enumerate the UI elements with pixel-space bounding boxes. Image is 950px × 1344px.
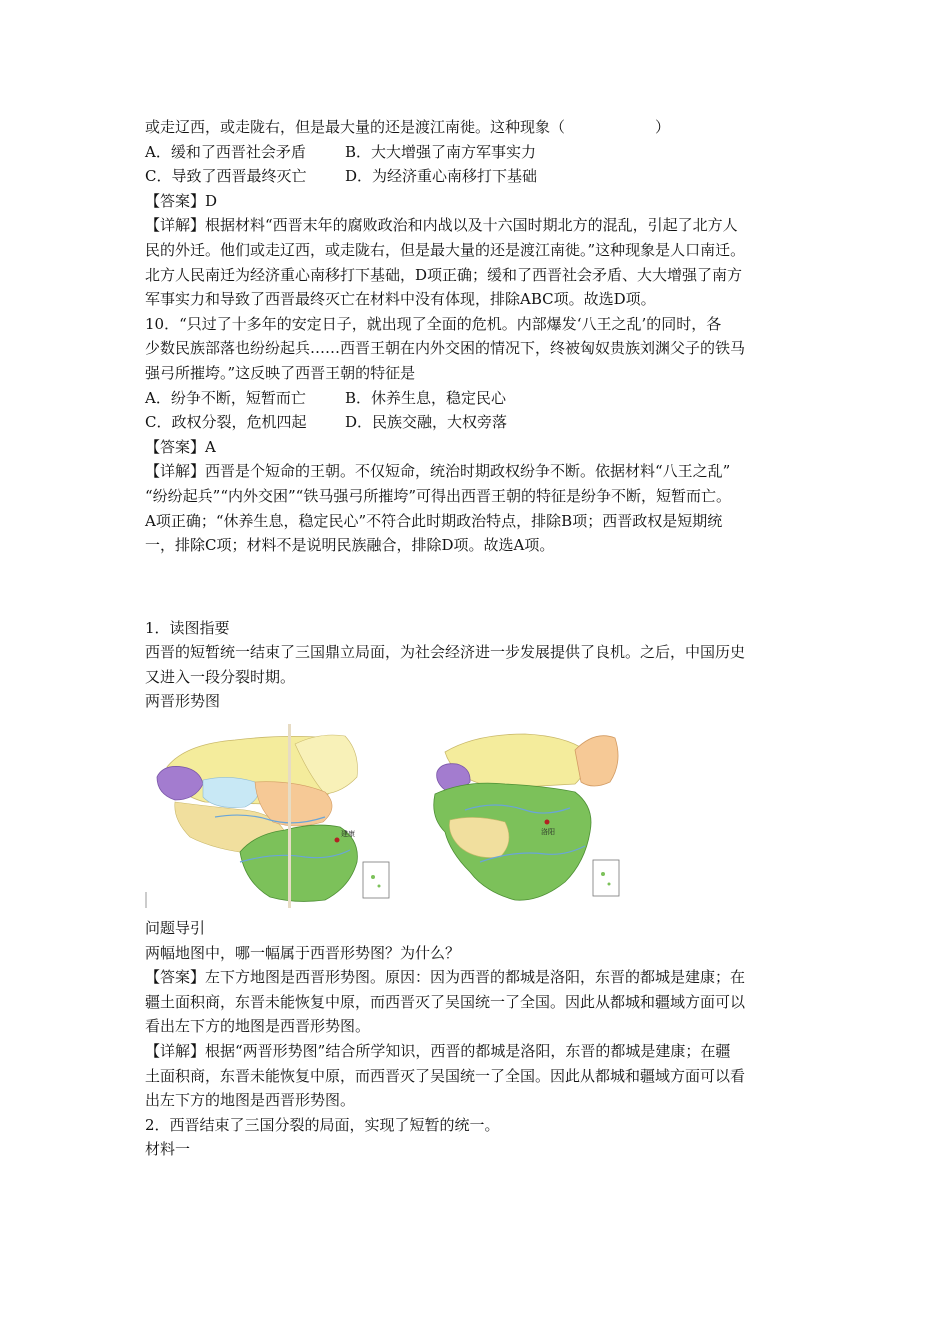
q10-options-row-2 bbox=[145, 410, 815, 435]
q9-option-b: B．大大增强了南方军事实力 bbox=[345, 142, 537, 161]
map-divider-bar bbox=[288, 724, 291, 908]
q9-options-row-1 bbox=[145, 140, 815, 165]
q10-option-b: B．休养生息，稳定民心 bbox=[345, 388, 507, 407]
right-map-northeast-territory bbox=[575, 736, 618, 786]
right-map bbox=[434, 734, 619, 900]
section-2-heading: 2．西晋结束了三国分裂的局面，实现了短暂的统一。 bbox=[145, 1115, 500, 1134]
right-map-capital-label: 洛阳 bbox=[541, 829, 555, 837]
jin-dynasty-maps-figure bbox=[145, 722, 645, 912]
s1-detail-line: 土面积商，东晋未能恢复中原，而西晋灭了吴国统一了全国。因此从都城和疆域方面可以看 bbox=[145, 1066, 746, 1085]
question-guide-title: 问题导引 bbox=[145, 919, 206, 938]
question-text: 两幅地图中，哪一幅属于西晋形势图？为什么？ bbox=[145, 943, 461, 962]
material-one-label: 材料一 bbox=[145, 1140, 191, 1159]
left-map-capital-label: 建康 bbox=[341, 831, 355, 839]
q9-option-c: C．导致了西晋最终灭亡 bbox=[145, 167, 307, 186]
q9-stem-tail: 或走辽西，或走陇右，但是最大量的还是渡江南徙。这种现象（ ） bbox=[145, 118, 671, 136]
q9-detail-line: 北方人民南迁为经济重心南移打下基础，D项正确；缓和了西晋社会矛盾、大大增强了南方 bbox=[145, 265, 743, 284]
section-1-heading: 1．读图指要 bbox=[145, 618, 230, 637]
q9-options-row-2 bbox=[145, 164, 815, 189]
q10-stem-line: 10．“只过了十多年的安定日子，就出现了全面的危机。内部爆发‘八王之乱’的同时，各 bbox=[145, 314, 722, 333]
q9-detail-line: 民的外迁。他们或走辽西，或走陇右，但是最大量的还是渡江南徙。”这种现象是人口南迁。 bbox=[145, 240, 746, 259]
q10-answer: 【答案】A bbox=[145, 437, 216, 456]
q10-detail-line: 【详解】西晋是个短命的王朝。不仅短命，统治时期政权纷争不断。依据材料“八王之乱” bbox=[145, 462, 731, 481]
left-map-inset-island bbox=[378, 885, 381, 888]
q10-detail-line: A项正确；“休养生息，稳定民心”不符合此时期政治特点，排除B项；西晋政权是短期统 bbox=[145, 511, 723, 530]
left-map-inset-island bbox=[371, 875, 375, 879]
q10-option-a: A．纷争不断，短暂而亡 bbox=[145, 388, 306, 407]
q9-detail-line: 军事实力和导致了西晋最终灭亡在材料中没有体现，排除ABC项。故选D项。 bbox=[145, 290, 656, 309]
q10-stem-line: 强弓所摧垮。”这反映了西晋王朝的特征是 bbox=[145, 363, 416, 382]
s1-detail-line: 【详解】根据“两晋形势图”结合所学知识，西晋的都城是洛阳，东晋的都城是建康；在疆 bbox=[145, 1042, 731, 1061]
s1-answer-line: 看出左下方的地图是西晋形势图。 bbox=[145, 1017, 371, 1036]
left-map-inset-frame bbox=[363, 862, 389, 898]
section-1-intro-line: 又进入一段分裂时期。 bbox=[145, 667, 296, 686]
q9-detail-line: 【详解】根据材料“西晋末年的腐败政治和内战以及十六国时期北方的混乱，引起了北方人 bbox=[145, 216, 738, 235]
q10-detail-line: “纷纷起兵”“内外交困”“铁马强弓所摧垮”可得出西晋王朝的特征是纷争不断，短暂而亡。 bbox=[145, 486, 732, 505]
q9-option-d: D．为经济重心南移打下基础 bbox=[345, 167, 538, 186]
q9-answer: 【答案】D bbox=[145, 191, 218, 210]
section-1-intro-line: 西晋的短暂统一结束了三国鼎立局面，为社会经济进一步发展提供了良机。之后，中国历史 bbox=[145, 643, 746, 662]
maps-svg bbox=[145, 722, 645, 912]
left-map bbox=[157, 735, 389, 901]
section-gap bbox=[145, 558, 815, 616]
right-map-inset-island bbox=[608, 883, 611, 886]
q10-option-d: D．民族交融，大权旁落 bbox=[345, 413, 508, 432]
s1-answer-line: 疆土面积商，东晋未能恢复中原，而西晋灭了吴国统一了全国。因此从都城和疆域方面可以 bbox=[145, 992, 746, 1011]
document-body bbox=[145, 115, 815, 1162]
right-map-inset-frame bbox=[593, 860, 619, 896]
right-map-inset-island bbox=[601, 872, 605, 876]
q9-option-a: A．缓和了西晋社会矛盾 bbox=[145, 142, 306, 161]
left-map-blue-region bbox=[203, 777, 258, 807]
q10-detail-line: 一，排除C项；材料不是说明民族融合，排除D项。故选A项。 bbox=[145, 536, 555, 555]
q10-options-row-1 bbox=[145, 386, 815, 411]
s1-answer-line: 【答案】左下方地图是西晋形势图。原因：因为西晋的都城是洛阳，东晋的都城是建康；在 bbox=[145, 968, 746, 987]
q10-option-c: C．政权分裂，危机四起 bbox=[145, 413, 307, 432]
s1-detail-line: 出左下方的地图是西晋形势图。 bbox=[145, 1091, 356, 1110]
q10-stem-line: 少数民族部落也纷纷起兵……西晋王朝在内外交困的情况下，终被匈奴贵族刘渊父子的铁马 bbox=[145, 339, 746, 358]
map-title: 两晋形势图 bbox=[145, 692, 221, 711]
left-map-capital-marker bbox=[335, 838, 340, 843]
right-map-capital-marker bbox=[545, 820, 550, 825]
